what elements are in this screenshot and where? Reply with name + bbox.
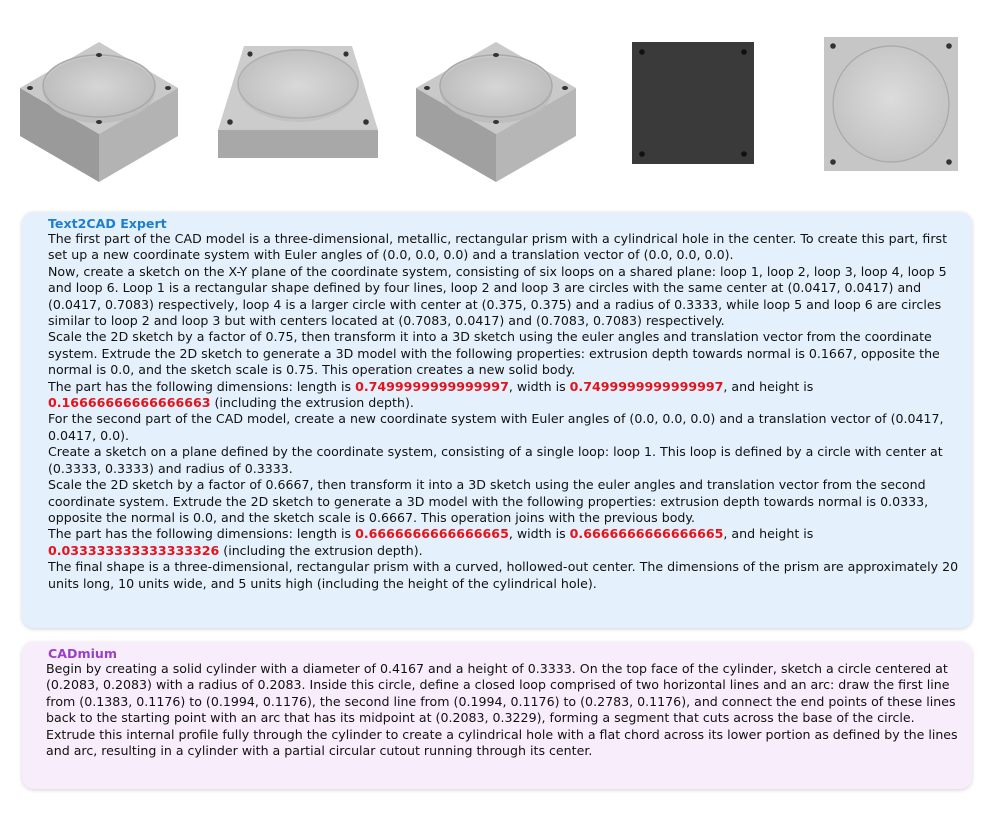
paragraph: Create a sketch on a plane defined by the coordinate system, consisting of a single loop: loop 1. This loop is defined by a circle with center at (0.3333, 0.3333) and radius of 0.3333. bbox=[48, 444, 943, 476]
height-value: 0.033333333333333326 bbox=[48, 542, 220, 558]
isometric-view-1 bbox=[18, 38, 180, 188]
paragraph: Scale the 2D sketch by a factor of 0.6667, then transform it into a 3D sketch using the euler angles and translation vector from the second coordinate system. Extrude the 2D sketch to generate a 3D model with the following properties: extrusion depth towards normal is 0.0333, opposite the normal is 0.0, and the sketch scale is 0.6667. This operation joins with the previous body. bbox=[48, 477, 929, 525]
cadmium-description bbox=[46, 661, 962, 759]
text-segment: , and height is bbox=[723, 526, 814, 542]
paragraph: Now, create a sketch on the X-Y plane of the coordinate system, consisting of six loops on a shared plane: loop 1, loop 2, loop 3, loop 4, loop 5 and loop 6. Loop 1 is a rectangular shape defined by four lines, loop 2 and loop 3 are circles with the same center at (0.0417, 0.0417) and (0.0417, 0.7083) respectively, loop 4 is a larger circle with center at (0.375, 0.375) and a radius of 0.3333, while loop 5 and loop 6 are circles similar to loop 2 and loop 3 but with centers located at (0.7083, 0.0417) and (0.7083, 0.7083) respectively. bbox=[48, 263, 947, 329]
text2cad-expert-description bbox=[48, 231, 962, 592]
paragraph: For the second part of the CAD model, create a new coordinate system with Euler angles of (0.0, 0.0, 0.0) and a translation vector of (0.0417, 0.0417, 0.0). bbox=[48, 411, 944, 443]
text-segment: , width is bbox=[508, 378, 570, 394]
dimensions-paragraph bbox=[48, 526, 962, 559]
text-segment: , width is bbox=[508, 526, 570, 542]
paragraph: The first part of the CAD model is a three-dimensional, metallic, rectangular prism with a cylindrical hole in the center. To create this part, first set up a new coordinate system with Euler angles of (0.0, 0.0, 0.0) and a translation vector of (0.0, 0.0, 0.0). bbox=[48, 231, 948, 263]
paragraph: Scale the 2D sketch by a factor of 0.75, then transform it into a 3D sketch using the euler angles and translation vector from the coordinate system. Extrude the 2D sketch to generate a 3D model with the following properties: extrusion depth towards normal is 0.1667, opposite the normal is 0.0, and the sketch scale is 0.75. This operation creates a new solid body. bbox=[48, 329, 940, 378]
paragraph: The final shape is a three-dimensional, rectangular prism with a curved, hollowed-out center. The dimensions of the prism are approximately 20 units long, 10 units wide, and 5 units high (including the height of the cylindrical hole). bbox=[48, 559, 959, 591]
bottom-view bbox=[632, 42, 754, 164]
cadmium-title: CADmium bbox=[48, 646, 117, 661]
text-segment: , and height is bbox=[723, 378, 814, 394]
isometric-view-3 bbox=[414, 38, 578, 188]
text-segment: (including the extrusion depth). bbox=[210, 395, 414, 411]
text2cad-expert-title: Text2CAD Expert bbox=[48, 216, 167, 231]
paragraph: Begin by creating a solid cylinder with a diameter of 0.4167 and a height of 0.3333. On the top face of the cylinder, sketch a circle centered at (0.2083, 0.2083) with a radius of 0.2083. Inside this circle, define a closed loop comprised of two horizontal lines and an arc: draw the first line from (0.1383, 0.1176) to (0.1994, 0.1176), the second line from (0.1994, 0.1176) to (0.2783, 0.1176), and connect the end points of these lines back to the starting point with an arc that has its midpoint at (0.2083, 0.3229), forming a segment that cuts across the base of the circle. Extrude this internal profile fully through the cylinder to create a cylindrical hole with a flat chord across its lower portion as defined by the lines and arc, resulting in a cylinder with a partial circular cutout running through its center. bbox=[46, 661, 958, 759]
height-value: 0.16666666666666663 bbox=[48, 395, 211, 411]
width-value: 0.6666666666666665 bbox=[569, 526, 724, 542]
width-value: 0.7499999999999997 bbox=[569, 378, 724, 394]
cad-render-strip bbox=[0, 0, 996, 205]
top-view bbox=[824, 37, 958, 171]
text-segment: (including the extrusion depth). bbox=[219, 542, 423, 558]
text-segment: The part has the following dimensions: length is bbox=[48, 378, 356, 394]
cadmium-card bbox=[22, 642, 972, 789]
length-value: 0.6666666666666665 bbox=[355, 526, 509, 542]
isometric-view-2 bbox=[216, 40, 380, 162]
dimensions-paragraph bbox=[48, 379, 962, 412]
text-segment: The part has the following dimensions: length is bbox=[48, 526, 356, 542]
length-value: 0.7499999999999997 bbox=[355, 378, 509, 394]
text2cad-expert-card bbox=[22, 212, 972, 628]
